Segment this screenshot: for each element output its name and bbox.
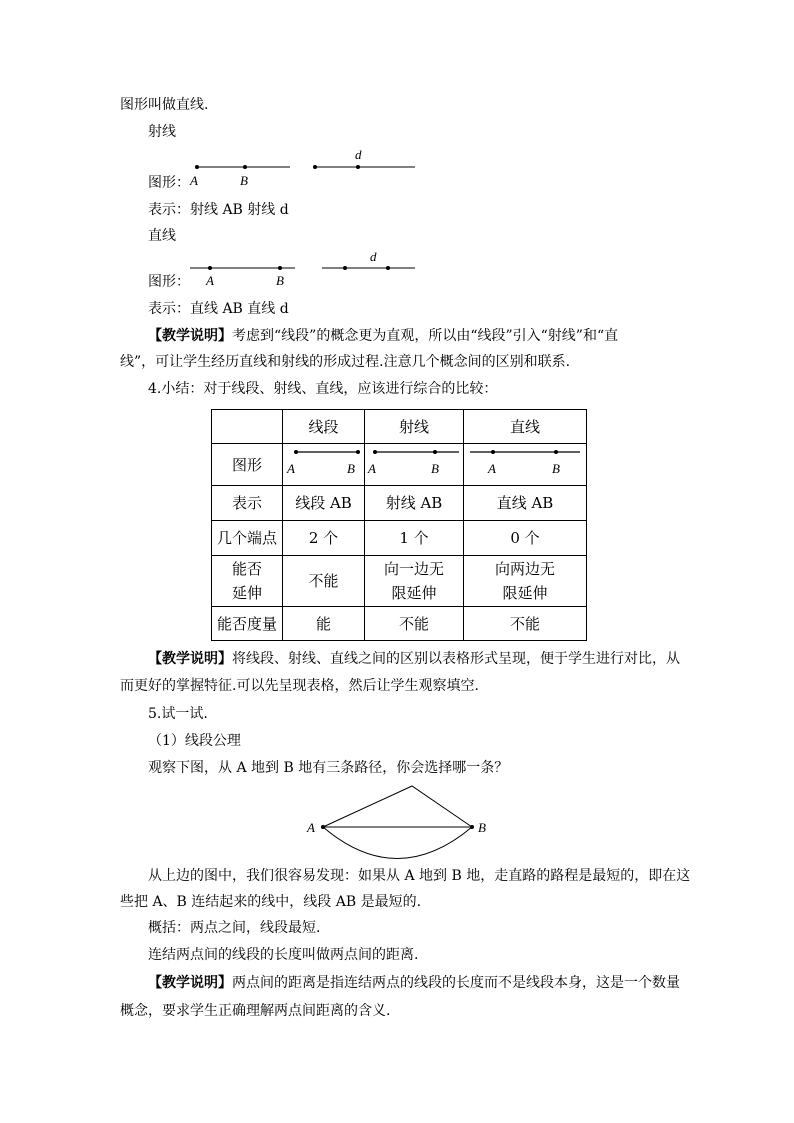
label-a: A bbox=[206, 273, 214, 288]
point-a bbox=[373, 450, 377, 454]
cell-ray-extend: 向一边无 限延伸 bbox=[365, 556, 464, 607]
conclusion-line1: 从上边的图中，我们很容易发现：如果从 A 地到 B 地，走直路的路程是最短的，即在这 bbox=[148, 868, 691, 884]
ray-figure-label: 图形： bbox=[148, 175, 190, 191]
cell-line-endpoints: 0 个 bbox=[464, 521, 587, 556]
header-ray: 射线 bbox=[365, 410, 464, 444]
label-d: d bbox=[370, 249, 377, 264]
row-label-extend: 能否 延伸 bbox=[212, 556, 283, 607]
teaching-note-3-line2: 概念，要求学生正确理解两点间距离的含义. bbox=[120, 1003, 391, 1019]
row-label-measure: 能否度量 bbox=[212, 607, 283, 641]
summary-text: 4.小结：对于线段、射线、直线，应该进行综合的比较： bbox=[148, 381, 498, 397]
label-a: A bbox=[488, 461, 496, 476]
row-label-figure: 图形 bbox=[212, 444, 283, 486]
label-b: B bbox=[347, 461, 355, 476]
paragraph-text: 图形叫做直线. bbox=[120, 97, 209, 113]
point-a bbox=[321, 825, 325, 829]
point-b bbox=[554, 450, 558, 454]
teaching-note-2-line2: 而更好的掌握特征.可以先呈现表格，然后让学生观察填空. bbox=[120, 678, 479, 694]
point-a bbox=[294, 450, 298, 454]
note-tag: 【教学说明】 bbox=[148, 975, 232, 991]
row-label-endpoints: 几个端点 bbox=[212, 521, 283, 556]
line-heading: 直线 bbox=[148, 228, 176, 244]
point-a bbox=[491, 450, 495, 454]
label-b: B bbox=[240, 173, 248, 188]
cell-segment-endpoints: 2 个 bbox=[283, 521, 365, 556]
label-b: B bbox=[431, 461, 439, 476]
teaching-note-2-line1 bbox=[148, 649, 680, 669]
comparison-table bbox=[211, 409, 587, 641]
note-tag: 【教学说明】 bbox=[148, 328, 232, 344]
cell-line-extend: 向两边无 限延伸 bbox=[464, 556, 587, 607]
label-d: d bbox=[355, 147, 362, 162]
three-path-figure bbox=[300, 780, 500, 865]
table-ray-figure bbox=[365, 444, 463, 478]
definition-text: 连结两点间的线段的长度叫做两点间的距离. bbox=[148, 947, 419, 963]
cell-segment-notation: 线段 AB bbox=[283, 486, 365, 521]
ray-figure-cell bbox=[365, 444, 464, 486]
cell-ray-endpoints: 1 个 bbox=[365, 521, 464, 556]
point-b bbox=[278, 266, 282, 270]
line-figure-label: 图形： bbox=[148, 274, 190, 290]
upper-path bbox=[323, 786, 472, 827]
label-a: A bbox=[307, 820, 315, 835]
note-text: 两点间的距离是指连结两点的线段的长度而不是线段本身，这是一个数量 bbox=[232, 975, 680, 991]
table-corner bbox=[212, 410, 283, 444]
ray-d-endpoint bbox=[313, 165, 317, 169]
cell-line-measure: 不能 bbox=[464, 607, 587, 641]
teaching-note-1-line2: 线”，可让学生经历直线和射线的形成过程.注意几个概念间的区别和联系. bbox=[120, 354, 571, 370]
cell-ray-measure: 不能 bbox=[365, 607, 464, 641]
label-b: B bbox=[478, 820, 486, 835]
segment-figure-cell bbox=[283, 444, 365, 486]
conclusion-line2: 些把 A、B 连结起来的线中，线段 AB 是最短的. bbox=[120, 894, 422, 910]
ray-notation: 表示：射线 AB 射线 d bbox=[148, 202, 289, 218]
point-b bbox=[470, 825, 474, 829]
label-a: A bbox=[287, 461, 295, 476]
table-line-figure bbox=[464, 444, 586, 478]
subtitle: （1）线段公理 bbox=[148, 733, 241, 749]
note-text: 将线段、射线、直线之间的区别以表格形式呈现，便于学生进行对比，从 bbox=[232, 651, 680, 667]
label-a: A bbox=[368, 461, 376, 476]
header-segment: 线段 bbox=[283, 410, 365, 444]
question-text: 观察下图，从 A 地到 B 地有三条路径，你会选择哪一条？ bbox=[148, 760, 509, 776]
cell-segment-measure: 能 bbox=[283, 607, 365, 641]
line-figure-cell bbox=[464, 444, 587, 486]
point-b bbox=[243, 165, 247, 169]
line-notation: 表示：直线 AB 直线 d bbox=[148, 301, 289, 317]
segment-figure bbox=[283, 444, 364, 478]
cell-segment-extend: 不能 bbox=[283, 556, 365, 607]
note-text: 考虑到“线段”的概念更为直观，所以由“线段”引入“射线”和“直 bbox=[232, 328, 619, 344]
label-b: B bbox=[552, 461, 560, 476]
teaching-note-3-line1 bbox=[148, 973, 680, 993]
generalize-text: 概括：两点之间，线段最短. bbox=[148, 920, 321, 936]
point-2 bbox=[386, 266, 390, 270]
point-a bbox=[195, 165, 199, 169]
cell-ray-notation: 射线 AB bbox=[365, 486, 464, 521]
label-a: A bbox=[190, 173, 198, 188]
teaching-note-1-line1 bbox=[148, 326, 618, 346]
point-1 bbox=[343, 266, 347, 270]
label-b: B bbox=[276, 273, 284, 288]
row-label-notation: 表示 bbox=[212, 486, 283, 521]
cell-line-notation: 直线 AB bbox=[464, 486, 587, 521]
note-tag: 【教学说明】 bbox=[148, 651, 232, 667]
line-figure bbox=[185, 248, 420, 293]
ray-d-point bbox=[356, 165, 360, 169]
point-a bbox=[208, 266, 212, 270]
point-b bbox=[356, 450, 360, 454]
lower-arc-path bbox=[323, 827, 472, 859]
try-title: 5.试一试. bbox=[148, 706, 208, 722]
ray-heading: 射线 bbox=[148, 124, 176, 140]
header-line: 直线 bbox=[464, 410, 587, 444]
ray-figure bbox=[185, 145, 420, 190]
point-b bbox=[433, 450, 437, 454]
